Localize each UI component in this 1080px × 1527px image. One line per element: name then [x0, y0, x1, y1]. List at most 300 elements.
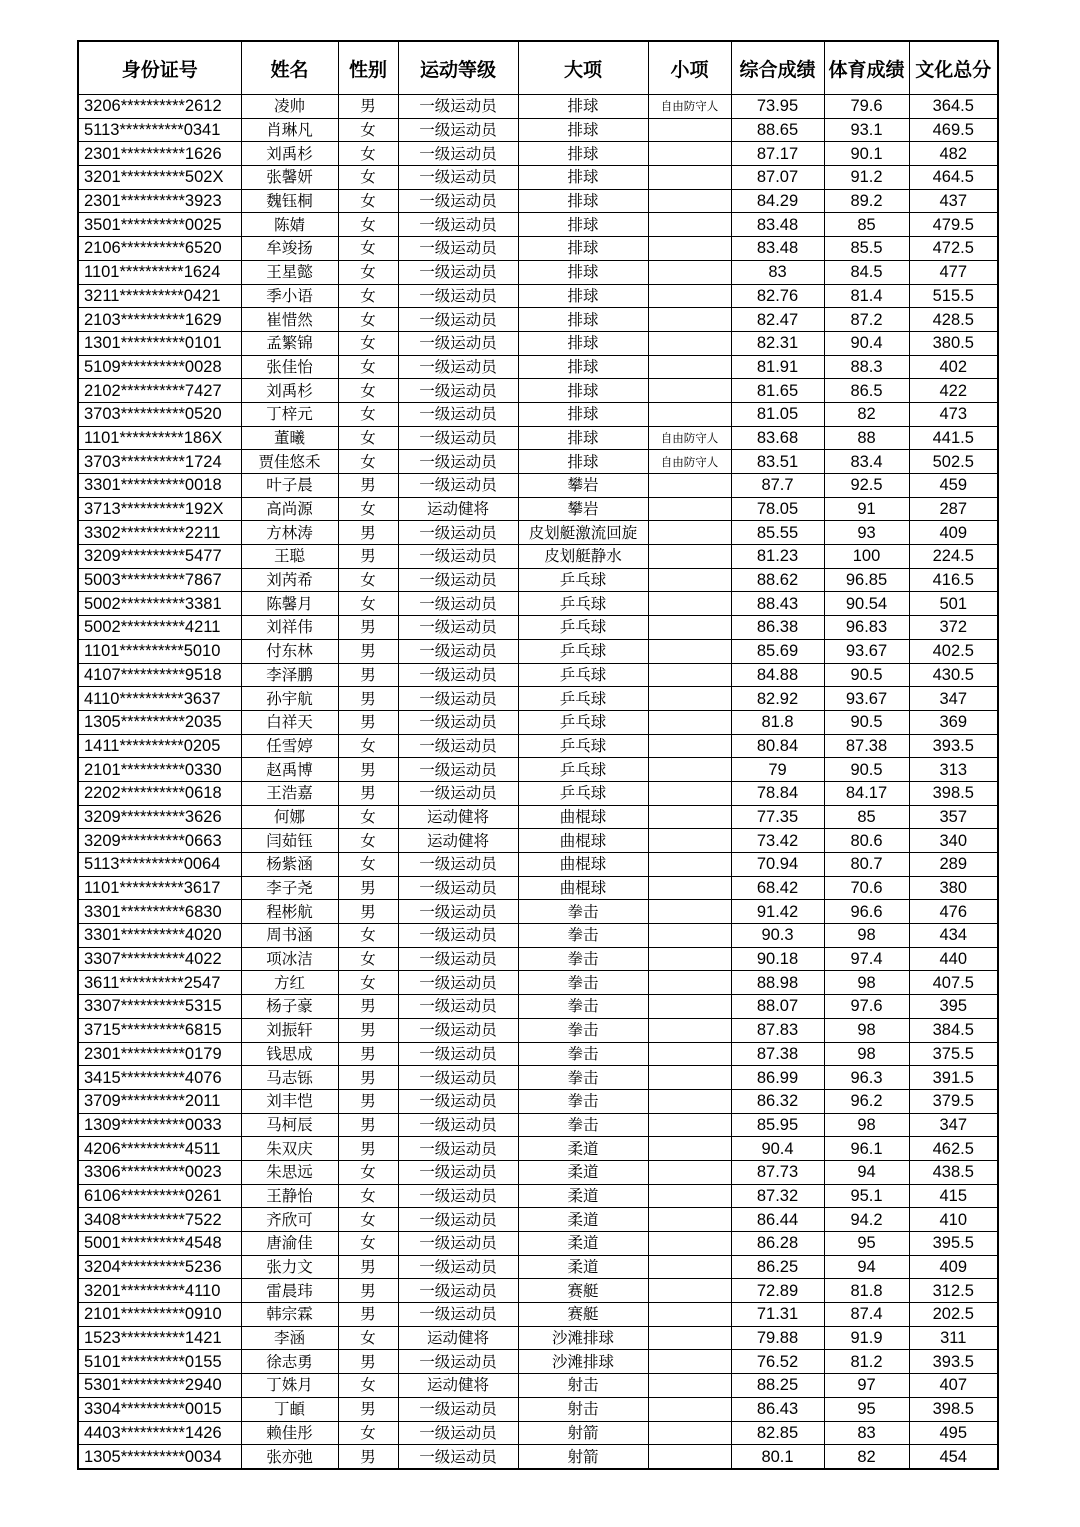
cell-sports-score: 96.83: [824, 616, 909, 640]
cell-sport-level: 一级运动员: [398, 568, 518, 592]
cell-sport-level: 一级运动员: [398, 426, 518, 450]
cell-event: 曲棍球: [518, 805, 648, 829]
cell-event: 拳击: [518, 1018, 648, 1042]
cell-sports-score: 70.6: [824, 876, 909, 900]
cell-sub-event: [648, 781, 731, 805]
table-row: [78, 426, 998, 450]
cell-event: 攀岩: [518, 474, 648, 498]
cell-gender: 男: [338, 1397, 398, 1421]
table-row: [78, 402, 998, 426]
cell-name: 朱双庆: [241, 1137, 338, 1161]
cell-sub-event: [648, 189, 731, 213]
header-gender: 性别: [338, 41, 398, 95]
cell-sport-level: 一级运动员: [398, 118, 518, 142]
cell-culture-total: 347: [909, 1113, 998, 1137]
table-header: [78, 41, 998, 95]
table-row: [78, 213, 998, 237]
cell-culture-total: 415: [909, 1184, 998, 1208]
cell-sports-score: 98: [824, 924, 909, 948]
header-sports-score: 体育成绩: [824, 41, 909, 95]
header-name: 姓名: [241, 41, 338, 95]
cell-event: 排球: [518, 189, 648, 213]
cell-name: 贾佳悠禾: [241, 450, 338, 474]
cell-culture-total: 482: [909, 142, 998, 166]
cell-culture-total: 464.5: [909, 166, 998, 190]
cell-event: 排球: [518, 379, 648, 403]
cell-composite-score: 82.31: [731, 331, 824, 355]
cell-culture-total: 441.5: [909, 426, 998, 450]
cell-gender: 女: [338, 284, 398, 308]
cell-sports-score: 97.4: [824, 947, 909, 971]
cell-sport-level: 一级运动员: [398, 924, 518, 948]
table-row: [78, 142, 998, 166]
cell-culture-total: 340: [909, 829, 998, 853]
cell-sport-level: 一级运动员: [398, 1350, 518, 1374]
cell-sports-score: 86.5: [824, 379, 909, 403]
cell-event: 拳击: [518, 900, 648, 924]
cell-event: 射击: [518, 1397, 648, 1421]
cell-sub-event: [648, 521, 731, 545]
cell-event: 拳击: [518, 924, 648, 948]
cell-event: 乒乓球: [518, 710, 648, 734]
table-row: [78, 805, 998, 829]
cell-sports-score: 90.5: [824, 663, 909, 687]
cell-event: 乒乓球: [518, 734, 648, 758]
cell-id-number: 3301**********4020: [78, 924, 241, 948]
cell-gender: 女: [338, 331, 398, 355]
cell-sport-level: 运动健将: [398, 497, 518, 521]
cell-composite-score: 79.88: [731, 1326, 824, 1350]
table-row: [78, 1042, 998, 1066]
table-row: [78, 1137, 998, 1161]
cell-sports-score: 83.4: [824, 450, 909, 474]
table-row: [78, 355, 998, 379]
cell-sport-level: 一级运动员: [398, 355, 518, 379]
cell-culture-total: 312.5: [909, 1279, 998, 1303]
cell-name: 张佳怡: [241, 355, 338, 379]
cell-sports-score: 85: [824, 805, 909, 829]
cell-event: 赛艇: [518, 1303, 648, 1327]
cell-sub-event: [648, 260, 731, 284]
cell-sport-level: 一级运动员: [398, 379, 518, 403]
cell-composite-score: 87.07: [731, 166, 824, 190]
cell-composite-score: 87.73: [731, 1160, 824, 1184]
cell-id-number: 1101**********5010: [78, 639, 241, 663]
table-row: [78, 118, 998, 142]
cell-culture-total: 476: [909, 900, 998, 924]
cell-name: 程彬航: [241, 900, 338, 924]
cell-id-number: 3302**********2211: [78, 521, 241, 545]
cell-sub-event: [648, 1184, 731, 1208]
cell-composite-score: 82.76: [731, 284, 824, 308]
table-row: [78, 639, 998, 663]
cell-culture-total: 391.5: [909, 1066, 998, 1090]
cell-gender: 男: [338, 781, 398, 805]
cell-sport-level: 一级运动员: [398, 1066, 518, 1090]
cell-culture-total: 473: [909, 402, 998, 426]
cell-culture-total: 428.5: [909, 308, 998, 332]
cell-id-number: 3301**********0018: [78, 474, 241, 498]
cell-sports-score: 98: [824, 971, 909, 995]
cell-sports-score: 80.6: [824, 829, 909, 853]
cell-composite-score: 81.8: [731, 710, 824, 734]
cell-sport-level: 一级运动员: [398, 639, 518, 663]
cell-name: 雷晨玮: [241, 1279, 338, 1303]
cell-name: 白祥天: [241, 710, 338, 734]
cell-sports-score: 96.1: [824, 1137, 909, 1161]
cell-sport-level: 运动健将: [398, 1326, 518, 1350]
cell-name: 刘禹杉: [241, 142, 338, 166]
cell-sports-score: 82: [824, 402, 909, 426]
cell-sub-event: 自由防守人: [648, 450, 731, 474]
cell-gender: 女: [338, 166, 398, 190]
cell-gender: 女: [338, 829, 398, 853]
cell-id-number: 2101**********0910: [78, 1303, 241, 1327]
table-row: [78, 450, 998, 474]
cell-event: 沙滩排球: [518, 1326, 648, 1350]
cell-gender: 女: [338, 805, 398, 829]
cell-composite-score: 85.55: [731, 521, 824, 545]
cell-culture-total: 384.5: [909, 1018, 998, 1042]
cell-sports-score: 90.4: [824, 331, 909, 355]
table-body: [78, 95, 998, 1469]
cell-composite-score: 85.95: [731, 1113, 824, 1137]
cell-event: 柔道: [518, 1232, 648, 1256]
cell-composite-score: 90.4: [731, 1137, 824, 1161]
cell-sub-event: [648, 142, 731, 166]
cell-sports-score: 95: [824, 1397, 909, 1421]
cell-sub-event: [648, 379, 731, 403]
cell-sport-level: 一级运动员: [398, 1232, 518, 1256]
cell-id-number: 2103**********1629: [78, 308, 241, 332]
cell-sports-score: 96.85: [824, 568, 909, 592]
cell-sport-level: 一级运动员: [398, 450, 518, 474]
cell-composite-score: 82.85: [731, 1421, 824, 1445]
cell-gender: 男: [338, 1279, 398, 1303]
cell-id-number: 3703**********1724: [78, 450, 241, 474]
cell-sports-score: 89.2: [824, 189, 909, 213]
cell-name: 张亦弛: [241, 1445, 338, 1469]
cell-event: 柔道: [518, 1208, 648, 1232]
cell-sports-score: 83: [824, 1421, 909, 1445]
cell-id-number: 4403**********1426: [78, 1421, 241, 1445]
cell-culture-total: 454: [909, 1445, 998, 1469]
cell-sports-score: 95: [824, 1232, 909, 1256]
cell-composite-score: 90.18: [731, 947, 824, 971]
header-culture-total: 文化总分: [909, 41, 998, 95]
cell-gender: 女: [338, 260, 398, 284]
cell-name: 李泽鹏: [241, 663, 338, 687]
table-row: [78, 1184, 998, 1208]
cell-composite-score: 88.43: [731, 592, 824, 616]
cell-event: 拳击: [518, 1113, 648, 1137]
cell-id-number: 2301**********3923: [78, 189, 241, 213]
cell-sport-level: 一级运动员: [398, 592, 518, 616]
cell-composite-score: 86.38: [731, 616, 824, 640]
cell-culture-total: 469.5: [909, 118, 998, 142]
cell-sport-level: 一级运动员: [398, 260, 518, 284]
cell-event: 拳击: [518, 1066, 648, 1090]
cell-name: 刘振轩: [241, 1018, 338, 1042]
table-row: [78, 331, 998, 355]
cell-composite-score: 84.88: [731, 663, 824, 687]
cell-gender: 女: [338, 426, 398, 450]
cell-composite-score: 88.62: [731, 568, 824, 592]
cell-sports-score: 98: [824, 1042, 909, 1066]
cell-sub-event: [648, 995, 731, 1019]
cell-sport-level: 一级运动员: [398, 166, 518, 190]
cell-event: 排球: [518, 402, 648, 426]
cell-sport-level: 一级运动员: [398, 616, 518, 640]
cell-sport-level: 一级运动员: [398, 545, 518, 569]
cell-name: 周书涵: [241, 924, 338, 948]
cell-culture-total: 357: [909, 805, 998, 829]
cell-culture-total: 347: [909, 687, 998, 711]
cell-event: 乒乓球: [518, 639, 648, 663]
cell-id-number: 3703**********0520: [78, 402, 241, 426]
cell-culture-total: 380.5: [909, 331, 998, 355]
cell-id-number: 5001**********4548: [78, 1232, 241, 1256]
cell-sport-level: 一级运动员: [398, 284, 518, 308]
cell-sub-event: [648, 331, 731, 355]
cell-event: 沙滩排球: [518, 1350, 648, 1374]
cell-sport-level: 一级运动员: [398, 1397, 518, 1421]
cell-composite-score: 84.29: [731, 189, 824, 213]
cell-culture-total: 393.5: [909, 1350, 998, 1374]
cell-gender: 男: [338, 1066, 398, 1090]
cell-culture-total: 311: [909, 1326, 998, 1350]
cell-sport-level: 一级运动员: [398, 1445, 518, 1469]
cell-name: 方林涛: [241, 521, 338, 545]
table-row: [78, 592, 998, 616]
cell-culture-total: 479.5: [909, 213, 998, 237]
cell-sports-score: 93.67: [824, 687, 909, 711]
cell-sports-score: 91: [824, 497, 909, 521]
cell-sub-event: 自由防守人: [648, 95, 731, 119]
cell-gender: 男: [338, 1042, 398, 1066]
table-row: [78, 497, 998, 521]
cell-sports-score: 98: [824, 1113, 909, 1137]
cell-id-number: 2102**********7427: [78, 379, 241, 403]
cell-event: 排球: [518, 450, 648, 474]
cell-composite-score: 70.94: [731, 853, 824, 877]
cell-sub-event: [648, 971, 731, 995]
cell-name: 丁梓元: [241, 402, 338, 426]
cell-sport-level: 一级运动员: [398, 474, 518, 498]
cell-gender: 男: [338, 1137, 398, 1161]
cell-event: 拳击: [518, 1042, 648, 1066]
cell-composite-score: 81.91: [731, 355, 824, 379]
cell-name: 刘祥伟: [241, 616, 338, 640]
cell-sport-level: 一级运动员: [398, 237, 518, 261]
cell-sub-event: [648, 1018, 731, 1042]
cell-event: 乒乓球: [518, 687, 648, 711]
cell-sub-event: [648, 1303, 731, 1327]
cell-id-number: 5113**********0341: [78, 118, 241, 142]
cell-sub-event: [648, 308, 731, 332]
cell-name: 肖琳凡: [241, 118, 338, 142]
cell-name: 崔惜然: [241, 308, 338, 332]
cell-event: 排球: [518, 166, 648, 190]
cell-id-number: 3306**********0023: [78, 1160, 241, 1184]
cell-id-number: 3209**********3626: [78, 805, 241, 829]
cell-composite-score: 79: [731, 758, 824, 782]
cell-event: 排球: [518, 355, 648, 379]
cell-sports-score: 80.7: [824, 853, 909, 877]
cell-event: 排球: [518, 118, 648, 142]
cell-name: 丁頔: [241, 1397, 338, 1421]
header-row: [78, 41, 998, 95]
cell-name: 孟繁锦: [241, 331, 338, 355]
cell-gender: 男: [338, 758, 398, 782]
cell-event: 拳击: [518, 995, 648, 1019]
cell-sports-score: 97.6: [824, 995, 909, 1019]
cell-composite-score: 83.48: [731, 213, 824, 237]
cell-name: 李涵: [241, 1326, 338, 1350]
table-row: [78, 1445, 998, 1469]
cell-sports-score: 96.3: [824, 1066, 909, 1090]
cell-name: 王静怡: [241, 1184, 338, 1208]
table-row: [78, 1066, 998, 1090]
cell-culture-total: 313: [909, 758, 998, 782]
cell-composite-score: 91.42: [731, 900, 824, 924]
cell-name: 王聪: [241, 545, 338, 569]
cell-sub-event: [648, 1042, 731, 1066]
cell-gender: 女: [338, 497, 398, 521]
cell-sport-level: 一级运动员: [398, 189, 518, 213]
cell-event: 射击: [518, 1374, 648, 1398]
cell-composite-score: 86.44: [731, 1208, 824, 1232]
cell-sports-score: 84.17: [824, 781, 909, 805]
cell-event: 皮划艇静水: [518, 545, 648, 569]
table-row: [78, 1255, 998, 1279]
cell-sport-level: 一级运动员: [398, 95, 518, 119]
cell-event: 排球: [518, 284, 648, 308]
cell-sport-level: 一级运动员: [398, 1113, 518, 1137]
table-row: [78, 545, 998, 569]
cell-composite-score: 81.65: [731, 379, 824, 403]
cell-culture-total: 287: [909, 497, 998, 521]
cell-culture-total: 409: [909, 1255, 998, 1279]
cell-gender: 女: [338, 853, 398, 877]
header-id-number: 身份证号: [78, 41, 241, 95]
cell-sports-score: 94: [824, 1255, 909, 1279]
cell-sport-level: 一级运动员: [398, 402, 518, 426]
cell-id-number: 5109**********0028: [78, 355, 241, 379]
cell-name: 何娜: [241, 805, 338, 829]
cell-name: 方红: [241, 971, 338, 995]
cell-name: 付东林: [241, 639, 338, 663]
cell-name: 韩宗霖: [241, 1303, 338, 1327]
cell-event: 排球: [518, 426, 648, 450]
cell-id-number: 3204**********5236: [78, 1255, 241, 1279]
cell-sub-event: [648, 639, 731, 663]
cell-name: 项冰洁: [241, 947, 338, 971]
cell-culture-total: 459: [909, 474, 998, 498]
cell-event: 射箭: [518, 1421, 648, 1445]
cell-composite-score: 81.23: [731, 545, 824, 569]
table-row: [78, 924, 998, 948]
cell-id-number: 3209**********5477: [78, 545, 241, 569]
cell-gender: 女: [338, 237, 398, 261]
cell-culture-total: 409: [909, 521, 998, 545]
results-table: [77, 40, 999, 1470]
cell-sports-score: 100: [824, 545, 909, 569]
cell-gender: 男: [338, 95, 398, 119]
cell-composite-score: 77.35: [731, 805, 824, 829]
table-row: [78, 568, 998, 592]
cell-composite-score: 85.69: [731, 639, 824, 663]
cell-gender: 男: [338, 876, 398, 900]
cell-gender: 男: [338, 1303, 398, 1327]
cell-event: 柔道: [518, 1160, 648, 1184]
table-row: [78, 1279, 998, 1303]
cell-culture-total: 472.5: [909, 237, 998, 261]
cell-sport-level: 一级运动员: [398, 1137, 518, 1161]
table-row: [78, 616, 998, 640]
cell-sport-level: 一级运动员: [398, 876, 518, 900]
cell-name: 魏钰桐: [241, 189, 338, 213]
cell-name: 杨子豪: [241, 995, 338, 1019]
cell-culture-total: 375.5: [909, 1042, 998, 1066]
cell-gender: 男: [338, 474, 398, 498]
cell-id-number: 1301**********0101: [78, 331, 241, 355]
cell-sports-score: 91.2: [824, 166, 909, 190]
cell-sub-event: [648, 402, 731, 426]
cell-id-number: 4110**********3637: [78, 687, 241, 711]
cell-sports-score: 91.9: [824, 1326, 909, 1350]
cell-composite-score: 68.42: [731, 876, 824, 900]
cell-name: 刘丰恺: [241, 1089, 338, 1113]
cell-sports-score: 92.5: [824, 474, 909, 498]
cell-culture-total: 402.5: [909, 639, 998, 663]
cell-sub-event: [648, 734, 731, 758]
cell-sub-event: [648, 687, 731, 711]
cell-composite-score: 88.98: [731, 971, 824, 995]
cell-culture-total: 364.5: [909, 95, 998, 119]
cell-id-number: 3206**********2612: [78, 95, 241, 119]
cell-name: 刘禹杉: [241, 379, 338, 403]
cell-id-number: 2301**********1626: [78, 142, 241, 166]
cell-culture-total: 407.5: [909, 971, 998, 995]
cell-gender: 女: [338, 355, 398, 379]
cell-sports-score: 95.1: [824, 1184, 909, 1208]
cell-sport-level: 一级运动员: [398, 1303, 518, 1327]
cell-gender: 女: [338, 947, 398, 971]
table-row: [78, 687, 998, 711]
cell-name: 刘芮希: [241, 568, 338, 592]
cell-sub-event: [648, 829, 731, 853]
table-row: [78, 284, 998, 308]
cell-sports-score: 97: [824, 1374, 909, 1398]
table-row: [78, 237, 998, 261]
cell-name: 陈婧: [241, 213, 338, 237]
cell-id-number: 3307**********5315: [78, 995, 241, 1019]
cell-composite-score: 86.32: [731, 1089, 824, 1113]
cell-sub-event: [648, 166, 731, 190]
cell-sub-event: [648, 1113, 731, 1137]
cell-sports-score: 94: [824, 1160, 909, 1184]
cell-gender: 女: [338, 142, 398, 166]
cell-sub-event: [648, 355, 731, 379]
cell-sport-level: 一级运动员: [398, 995, 518, 1019]
cell-event: 乒乓球: [518, 781, 648, 805]
cell-event: 乒乓球: [518, 758, 648, 782]
cell-sport-level: 一级运动员: [398, 213, 518, 237]
cell-sports-score: 85: [824, 213, 909, 237]
cell-name: 丁姝月: [241, 1374, 338, 1398]
cell-gender: 男: [338, 616, 398, 640]
